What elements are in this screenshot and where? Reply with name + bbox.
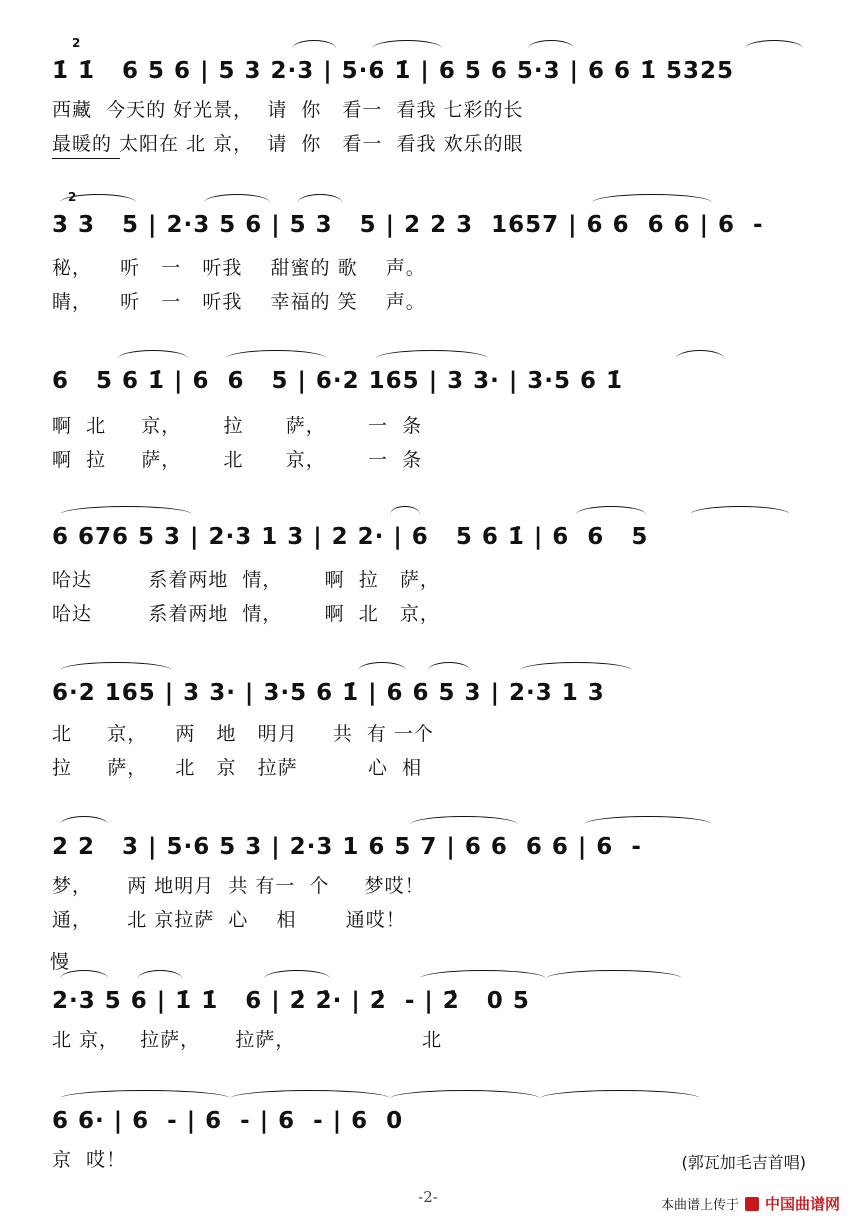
performer-credit: (郭瓦加毛吉首唱) xyxy=(681,1153,806,1172)
slur xyxy=(60,662,172,679)
slur xyxy=(230,1090,390,1107)
lyric-verse-1: 秘， 听 一 听我 甜蜜的 歌 声。 xyxy=(52,257,426,279)
slur xyxy=(528,40,574,57)
slur xyxy=(690,506,790,523)
notation-text: 3 3 5 | 2·3 5 6 | 5 3 5 | 2 2 3 1657 | 6 6 6 6 | 6 - xyxy=(52,212,764,238)
notation-line xyxy=(0,522,856,552)
notation-text: 2 2 3 | 5·6 5 3 | 2·3 1 6 5 7 | 6 6 6 6 | 6 - xyxy=(52,834,642,860)
slur xyxy=(226,350,326,367)
slur xyxy=(576,506,646,523)
slur xyxy=(60,506,192,523)
slur xyxy=(372,40,442,57)
notation-text: 6·2 165 | 3 3· | 3·5 6 1̇ | 6 6 5 3 | 2·3 1 3 xyxy=(52,680,605,706)
lyric-verse-2: 拉 萨， 北 京 拉萨 心 相 xyxy=(52,757,423,779)
notation-text: 6 6· | 6 - | 6 - | 6 - | 6 0 xyxy=(52,1108,404,1134)
slur xyxy=(592,194,712,211)
notation-line xyxy=(0,832,856,862)
slur xyxy=(428,662,470,679)
tempo-marking: 慢 xyxy=(50,951,71,973)
lyric-verse-1: 梦， 两 地明月 共 有一 个 梦哎！ xyxy=(52,875,425,897)
notation-text: 2·3 5 6 | 1̇ 1̇ 6 | 2̇ 2̇· | 2̇ - | 2̇ 0 5 xyxy=(52,988,530,1014)
notation-text: 6 5 6 1̇ | 6 6 5 | 6·2 165 | 3 3· | 3·5 6 1̇ xyxy=(52,368,624,394)
notation-line xyxy=(0,1106,856,1136)
notation-text: 1̇ 1̇ 6 5 6 | 5 3 2·3 | 5·6 1̇ | 6 5 6 5·3 | 6 6 1̇ 5325 xyxy=(52,58,735,84)
notation-line xyxy=(0,986,856,1016)
slur xyxy=(264,970,330,987)
lyric-verse-2: 通， 北 京拉萨 心 相 通哎！ xyxy=(52,909,406,931)
slur xyxy=(390,1090,540,1107)
lyric-verse-1: 北 京， 两 地 明月 共 有 一个 xyxy=(52,723,434,745)
notation-line xyxy=(0,366,856,396)
slur xyxy=(410,816,518,833)
notation-line xyxy=(0,210,856,240)
slur xyxy=(540,1090,700,1107)
watermark-logo: 中国曲谱网 xyxy=(764,1195,840,1213)
lyric-verse-2: 睛， 听 一 听我 幸福的 笑 声。 xyxy=(52,291,426,313)
notation-text: 6 676 5 3 | 2·3 1 3 | 2 2· | 6 5 6 1̇ | 6 6 5 xyxy=(52,524,649,550)
grace-note: 2 xyxy=(68,190,77,204)
slur xyxy=(118,350,188,367)
slur xyxy=(420,970,546,987)
watermark xyxy=(661,1193,840,1214)
page-number: -2- xyxy=(418,1188,438,1206)
slur xyxy=(298,194,342,211)
slur xyxy=(376,350,488,367)
slur xyxy=(60,194,136,211)
slur xyxy=(745,40,803,57)
notation-line xyxy=(0,56,856,86)
lyric-verse-1: 西藏 今天的 好光景， 请 你 看一 看我 七彩的长 xyxy=(52,99,524,121)
lyric-verse-2: 哈达 系着两地 情， 啊 北 京， xyxy=(52,603,440,625)
slur xyxy=(60,1090,230,1107)
watermark-prefix: 本曲谱上传于 xyxy=(660,1198,739,1213)
site-logo-icon xyxy=(745,1197,759,1211)
lyric-verse-2: 最暖的 太阳在 北 京， 请 你 看一 看我 欢乐的眼 xyxy=(52,133,524,155)
slur xyxy=(138,970,182,987)
lyric-verse-1: 哈达 系着两地 情， 啊 拉 萨， xyxy=(52,569,440,591)
lyric-verse-1: 啊 北 京， 拉 萨， 一 条 xyxy=(52,415,423,437)
slur xyxy=(390,506,420,523)
slur xyxy=(292,40,336,57)
slur xyxy=(546,970,682,987)
lyric-verse-2: 啊 拉 萨， 北 京， 一 条 xyxy=(52,449,423,471)
grace-note: 2 xyxy=(72,36,81,50)
lyric-verse-1: 北 京， 拉萨， 拉萨， 北 xyxy=(52,1029,443,1051)
slur xyxy=(358,662,406,679)
lyric-verse-1: 京 哎！ xyxy=(52,1149,127,1171)
notation-line xyxy=(0,678,856,708)
slur xyxy=(204,194,270,211)
slur xyxy=(60,970,108,987)
slur xyxy=(60,816,108,833)
slur xyxy=(676,350,724,367)
slur xyxy=(584,816,712,833)
lyric-underline xyxy=(52,158,120,159)
slur xyxy=(520,662,632,679)
